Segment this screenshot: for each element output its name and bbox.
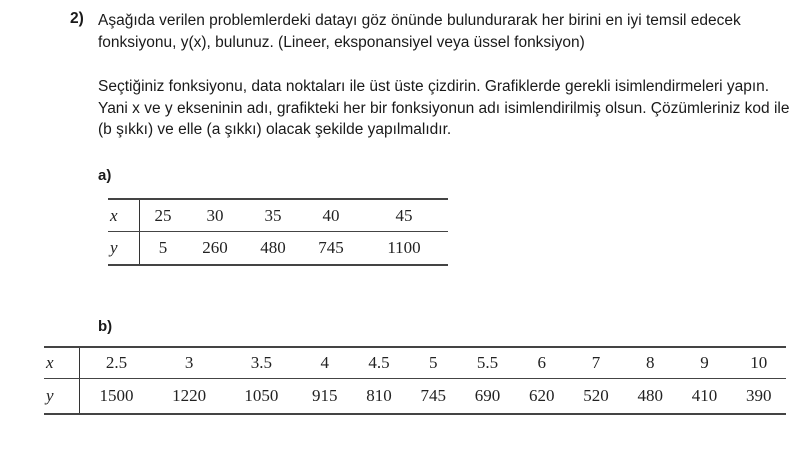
table-b-y-cell: 1050 bbox=[244, 386, 279, 405]
table-b-y-cell: 745 bbox=[420, 386, 446, 405]
question-instructions: Seçtiğiniz fonksiyonu, data noktaları ile üst üste çizdirin. Grafiklerde gerekli isimlendirmeleri yapın. Yani x ve y ekseninin adı, grafikteki her bir fonksiyonun adı isimlendirilmiş olsun. Çözümleriniz kod ile (b şıkkı) ve elle (a şıkkı) olacak şekilde yapılmalıdır. bbox=[98, 78, 790, 138]
table-b bbox=[44, 346, 786, 415]
table-b-y-cell: 390 bbox=[746, 386, 772, 405]
table-b-x-cell: 4.5 bbox=[352, 347, 406, 379]
table-a-x-label: x bbox=[108, 199, 140, 232]
table-b-x-cell: 6 bbox=[515, 347, 569, 379]
table-a-y-row bbox=[108, 232, 448, 266]
table-a-x-cell: 35 bbox=[244, 199, 302, 232]
table-b-y-cell: 690 bbox=[474, 386, 501, 405]
table-a-x-cell: 45 bbox=[360, 199, 448, 232]
table-a-x-cell: 40 bbox=[302, 199, 360, 232]
table-b-x-cell: 4 bbox=[298, 347, 352, 379]
table-a-y-label: y bbox=[108, 232, 140, 266]
table-b-y-label: y bbox=[44, 379, 80, 415]
part-a-label: a) bbox=[98, 167, 112, 184]
table-b-x-cell: 3.5 bbox=[225, 347, 297, 379]
table-a bbox=[108, 198, 448, 266]
question-intro: Aşağıda verilen problemlerdeki datayı göz önünde bulundurarak her birini en iyi temsil edecek fonksiyonu, y(x), bulunuz. (Lineer, eksponansiyel veya üssel fonksiyon) bbox=[98, 12, 741, 51]
table-b-y-cell: 620 bbox=[528, 386, 555, 405]
table-b-x-cell: 5 bbox=[406, 347, 460, 379]
table-a-y-cell: 745 bbox=[318, 238, 344, 257]
table-b-y-row bbox=[44, 379, 786, 415]
table-b-y-cell: 810 bbox=[366, 386, 392, 405]
table-b-y-cell: 1220 bbox=[172, 386, 207, 405]
table-a-y-cell: 1100 bbox=[387, 238, 421, 257]
table-b-y-cell: 410 bbox=[691, 386, 718, 405]
table-b-x-cell: 3 bbox=[153, 347, 225, 379]
table-b-x-row bbox=[44, 347, 786, 379]
table-b-x-cell: 7 bbox=[569, 347, 623, 379]
table-b-x-cell: 10 bbox=[732, 347, 786, 379]
table-a-y-cell: 260 bbox=[202, 238, 228, 257]
table-a-x-row bbox=[108, 199, 448, 232]
table-b-y-cell: 520 bbox=[583, 386, 609, 405]
table-b-y-cell: 915 bbox=[311, 386, 338, 405]
table-b-x-cell: 2.5 bbox=[80, 347, 153, 379]
table-a-x-cell: 30 bbox=[186, 199, 244, 232]
table-a-x-cell: 25 bbox=[140, 199, 187, 232]
question-number: 2) bbox=[70, 10, 84, 27]
table-a-y-cell: 480 bbox=[260, 238, 286, 257]
table-b-x-label: x bbox=[44, 347, 80, 379]
table-a-y-cell: 5 bbox=[158, 238, 168, 257]
table-b-y-cell: 480 bbox=[637, 386, 663, 405]
table-b-x-cell: 9 bbox=[677, 347, 731, 379]
table-b-x-cell: 8 bbox=[623, 347, 677, 379]
table-b-x-cell: 5.5 bbox=[460, 347, 514, 379]
part-b-label: b) bbox=[98, 318, 113, 335]
table-b-y-cell: 1500 bbox=[99, 386, 134, 405]
